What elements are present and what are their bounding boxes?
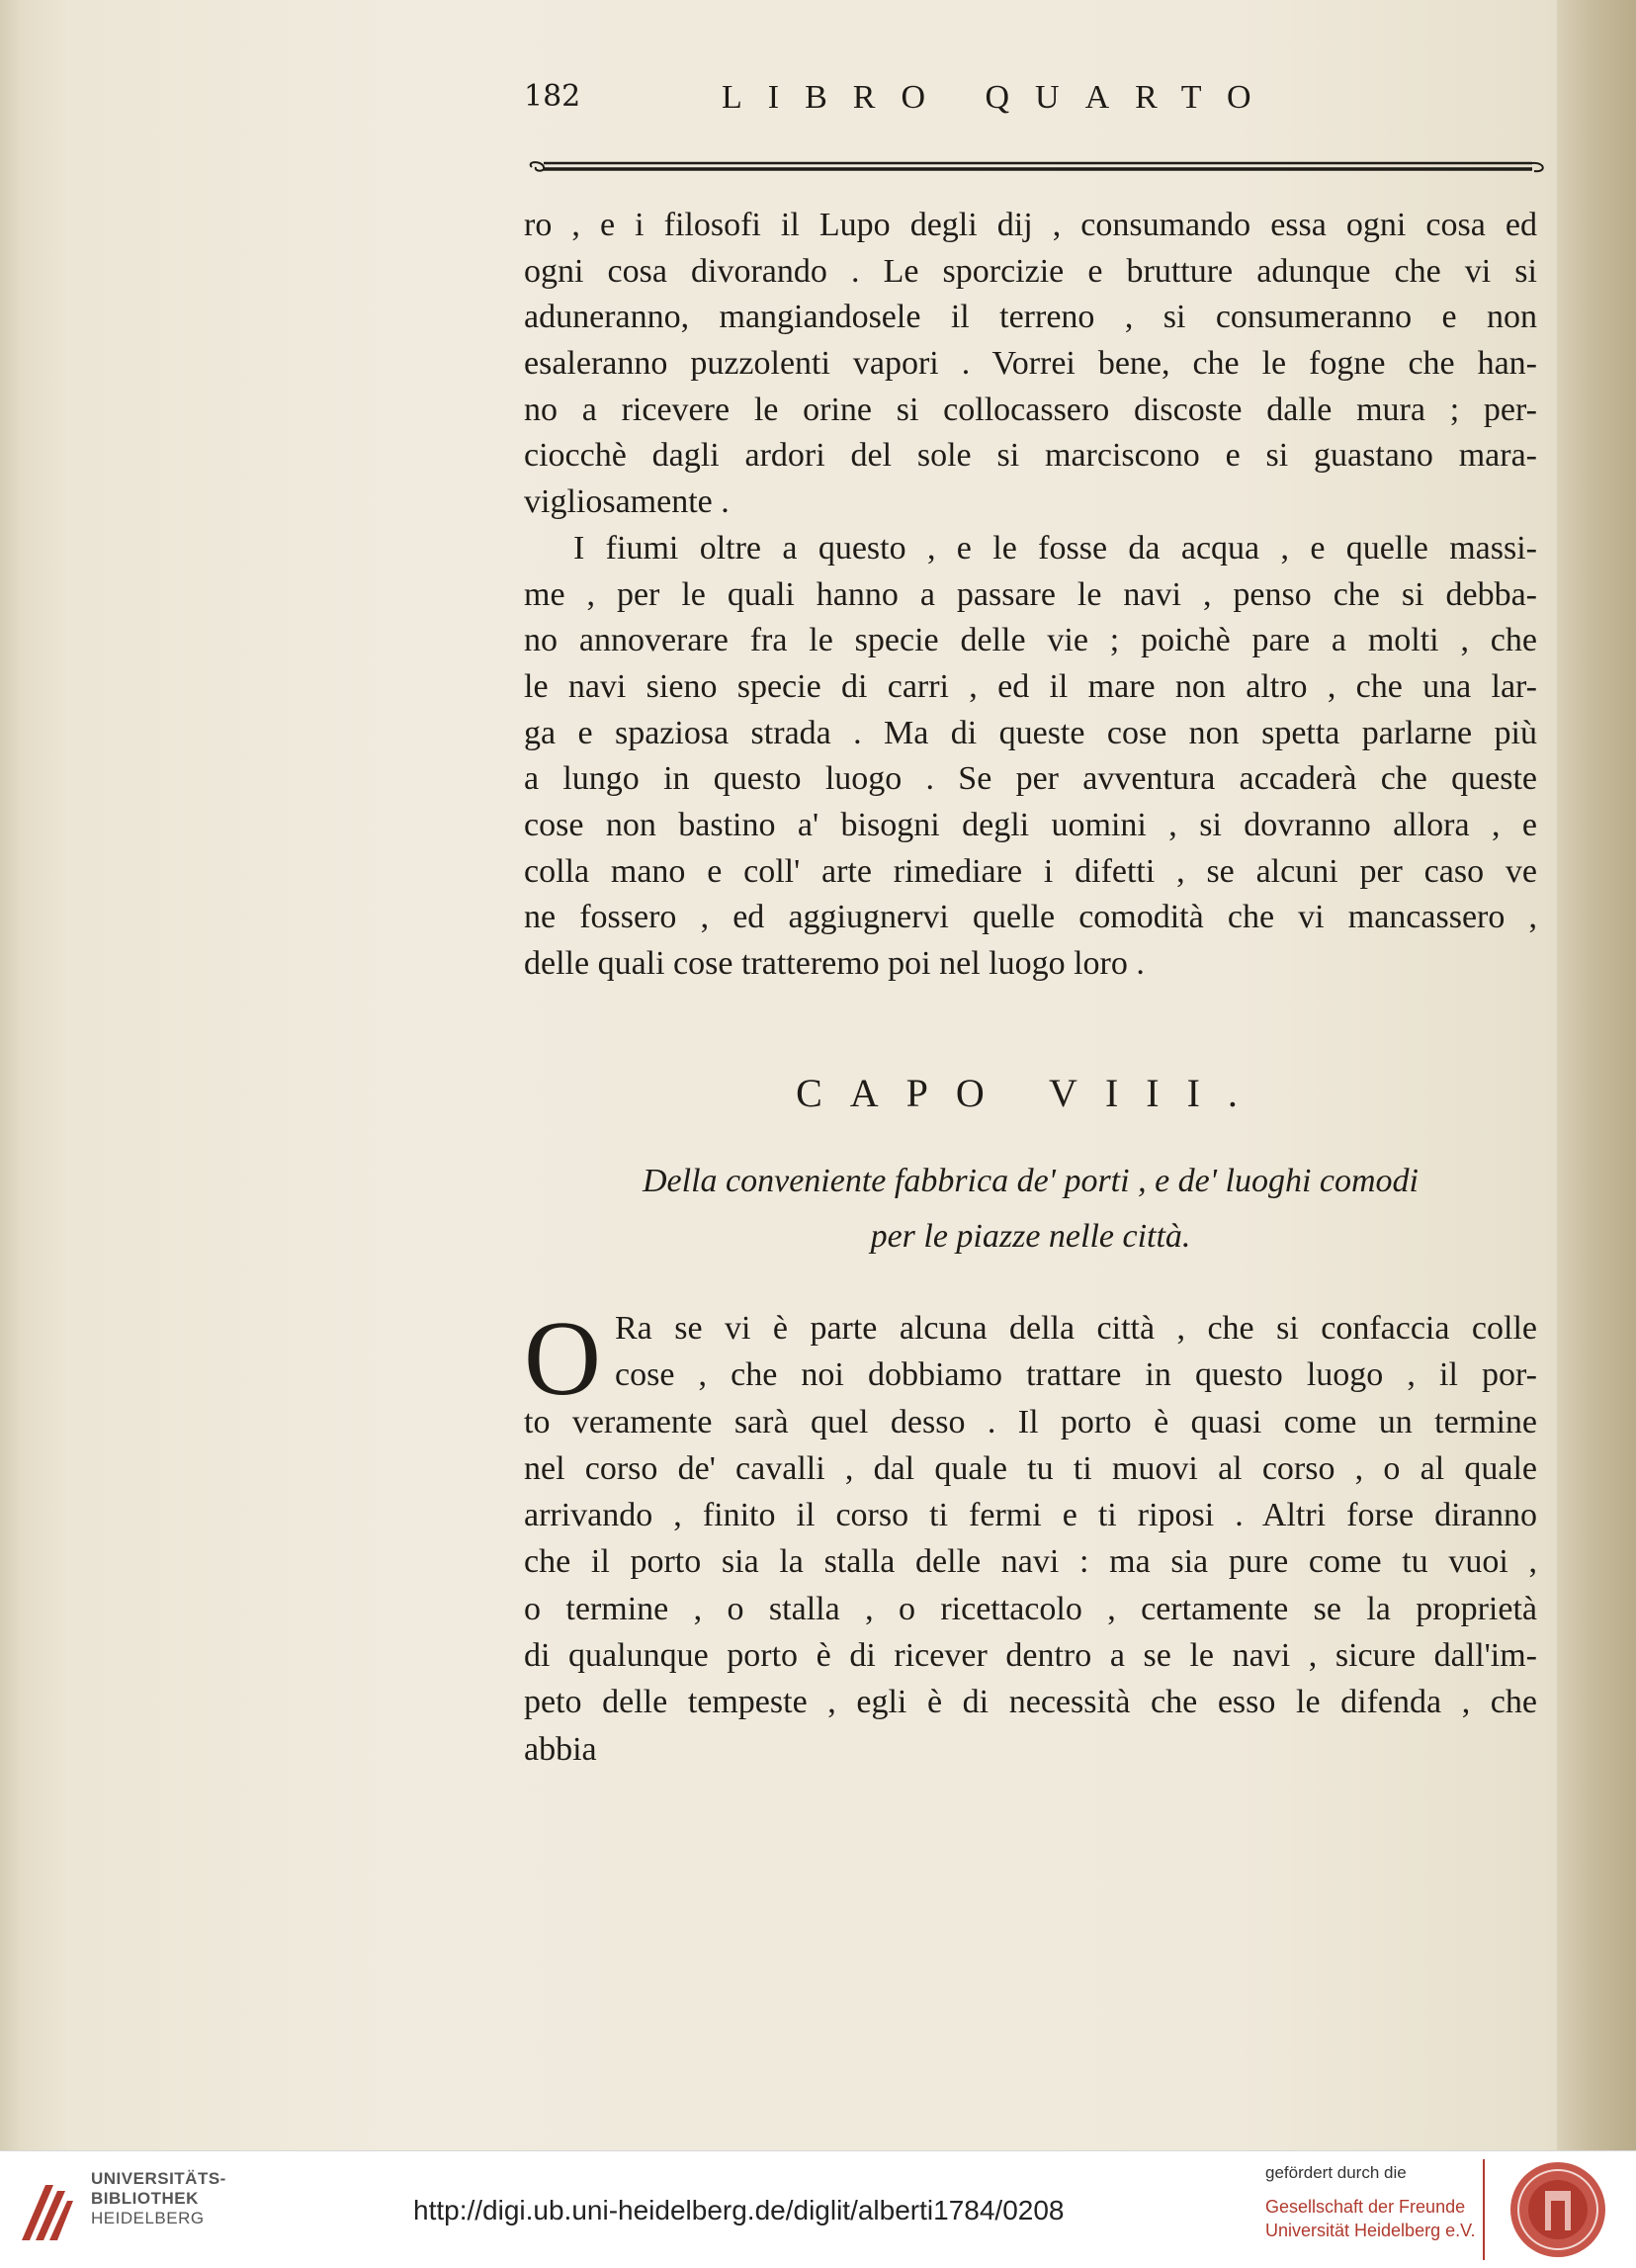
text-line: esaleranno puzzolenti vapori . Vorrei bene, che le fogne che han- — [524, 345, 1537, 383]
text-line: aduneranno, mangiandosele il terreno , si consumeranno e non — [524, 299, 1537, 336]
ornamental-rule — [524, 158, 1547, 176]
text-line: o termine , o stalla , o ricettacolo , certamente se la proprietà — [524, 1590, 1537, 1627]
book-gutter — [1557, 0, 1636, 2150]
permalink[interactable]: http://digi.ub.uni-heidelberg.de/diglit/alberti1784/0208 — [413, 2195, 1065, 2225]
text-line: ga e spaziosa strada . Ma di queste cose non spetta parlarne più — [524, 714, 1537, 751]
text-line: me , per le quali hanno a passare le navi , penso che si debba- — [524, 575, 1537, 613]
text-line: ogni cosa divorando . Le sporcizie e brutture adunque che vi si — [524, 252, 1537, 290]
text-line: colla mano e coll' arte rimediare i difetti , se alcuni per caso ve — [524, 852, 1537, 890]
text-line: ro , e i filosofi il Lupo degli dij , consumando essa ogni cosa ed — [524, 207, 1537, 243]
text-line: peto delle tempeste , egli è di necessità che esso le difenda , che — [524, 1684, 1537, 1721]
text-line: a lungo in questo luogo . Se per avventura accaderà che queste — [524, 760, 1537, 798]
text-line: nel corso de' cavalli , dal quale tu ti muovi al corso , o al quale — [524, 1449, 1537, 1487]
library-line: BIBLIOTHEK — [91, 2189, 199, 2208]
supported-by-label: gefördert durch die — [1265, 2163, 1407, 2182]
catchword: abbia — [524, 1730, 597, 1768]
page-number: 182 — [524, 79, 581, 114]
text-line: no a ricevere le orine si collocassero discoste dalle mura ; per- — [524, 391, 1537, 428]
university-seal-icon — [1507, 2159, 1608, 2260]
library-line: UNIVERSITÄTS- — [91, 2169, 226, 2188]
library-name — [91, 2169, 226, 2228]
text-line: vigliosamente . — [524, 483, 730, 521]
text-line: le navi sieno specie di carri , ed il mare non altro , che una lar- — [524, 667, 1537, 705]
paragraph-3 — [524, 1300, 1537, 1773]
divider — [1483, 2159, 1485, 2260]
text-line: delle quali cose tratteremo poi nel luogo loro . — [524, 945, 1145, 982]
text-line: di qualunque porto è di ricever dentro a se le navi , sicure dall'im- — [524, 1637, 1537, 1675]
text-line: cose , che noi dobbiamo trattare in questo luogo , il por- — [615, 1356, 1537, 1394]
text-line: arrivando , finito il corso ti fermi e ti riposi . Altri forse diranno — [524, 1497, 1537, 1534]
text-line: I fiumi oltre a questo , e le fosse da acqua , e quelle massi- — [573, 529, 1537, 567]
library-line: HEIDELBERG — [91, 2209, 205, 2227]
society-name — [1265, 2195, 1475, 2242]
text-line: Ra se vi è parte alcuna della città , che si confaccia colle — [615, 1310, 1537, 1347]
paragraph-1 — [524, 203, 1537, 988]
text-line: no annoverare fra le specie delle vie ; poichè pare a molti , che — [524, 622, 1537, 659]
society-line: Universität Heidelberg e.V. — [1265, 2221, 1476, 2240]
text-line: cose non bastino a' bisogni degli uomini , si dovranno allora , e — [524, 806, 1537, 843]
chapter-heading: CAPO VIII. — [796, 1071, 1265, 1115]
running-head — [524, 79, 1636, 129]
text-line: ne fossero , ed aggiugnervi quelle comodità che vi mancassero , — [524, 899, 1537, 936]
drop-cap: O — [524, 1300, 601, 1418]
ub-logo-icon — [18, 2181, 73, 2244]
viewer-footer — [0, 2150, 1636, 2268]
text-line: che il porto sia la stalla delle navi : ma sia pure come tu vuoi , — [524, 1543, 1537, 1581]
chapter-subtitle: Della conveniente fabbrica de' porti , e de' luoghi comodi — [642, 1163, 1420, 1199]
society-line: Gesellschaft der Freunde — [1265, 2197, 1466, 2217]
text-line: ciocchè dagli ardori del sole si marciscono e si guastano mara- — [524, 437, 1537, 475]
running-title: LIBRO QUARTO — [722, 79, 1277, 116]
text-line: to veramente sarà quel desso . Il porto è quasi come un termine — [524, 1403, 1537, 1440]
chapter-subtitle: per le piazze nelle città. — [870, 1218, 1191, 1255]
